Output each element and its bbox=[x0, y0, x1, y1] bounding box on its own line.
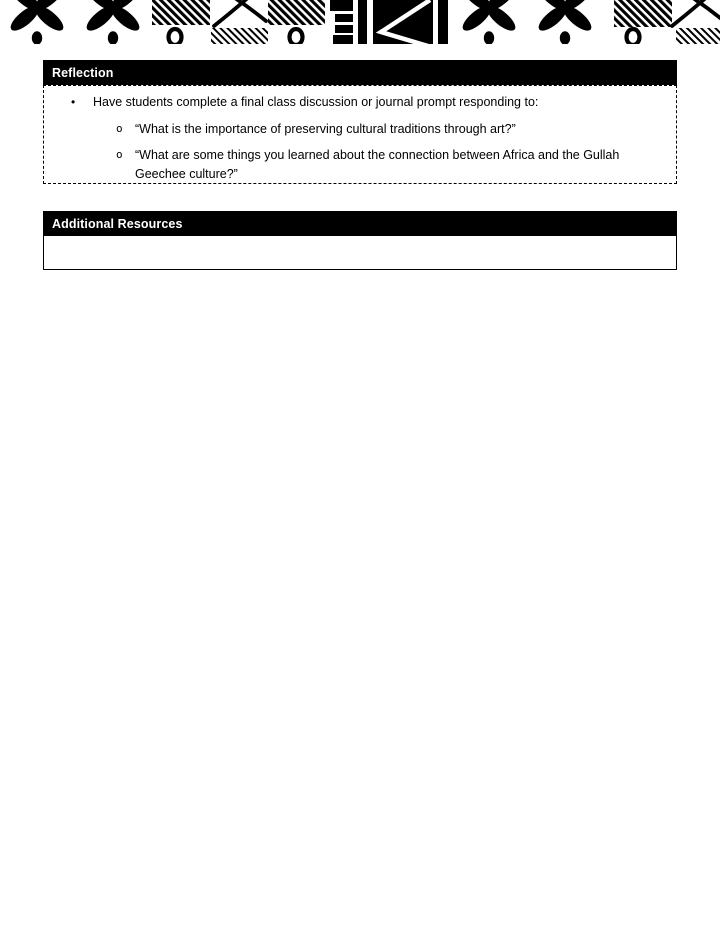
sub-bullet-marker: o bbox=[116, 121, 123, 135]
reflection-content-box bbox=[43, 85, 677, 184]
additional-resources-section bbox=[43, 211, 677, 270]
sub-bullet-marker: o bbox=[116, 148, 123, 161]
reflection-header-bar bbox=[43, 60, 677, 85]
list-item bbox=[116, 146, 676, 183]
list-item-text: “What is the importance of preserving cultural traditions through art?” bbox=[135, 121, 516, 136]
reflection-section bbox=[43, 60, 677, 184]
hatch-ring-motif-icon bbox=[614, 0, 720, 44]
textile-pattern-banner bbox=[0, 0, 720, 44]
additional-resources-header-bar bbox=[43, 211, 677, 236]
list-item bbox=[44, 93, 676, 112]
reflection-header-label: Reflection bbox=[52, 65, 114, 80]
flower-motif-icon bbox=[7, 0, 143, 44]
bullet-marker: • bbox=[71, 95, 76, 109]
flower-motif-icon bbox=[459, 0, 595, 44]
additional-resources-content-box bbox=[43, 236, 677, 270]
bar-block-motif-icon bbox=[330, 0, 448, 44]
list-item-text: “What are some things you learned about the connection between Africa and the Gullah Geechee culture?” bbox=[135, 148, 620, 181]
list-item-text: Have students complete a final class discussion or journal prompt responding to: bbox=[93, 95, 539, 109]
additional-resources-header-label: Additional Resources bbox=[52, 216, 183, 231]
list-item bbox=[116, 120, 676, 139]
hatch-ring-motif-icon bbox=[152, 0, 325, 44]
